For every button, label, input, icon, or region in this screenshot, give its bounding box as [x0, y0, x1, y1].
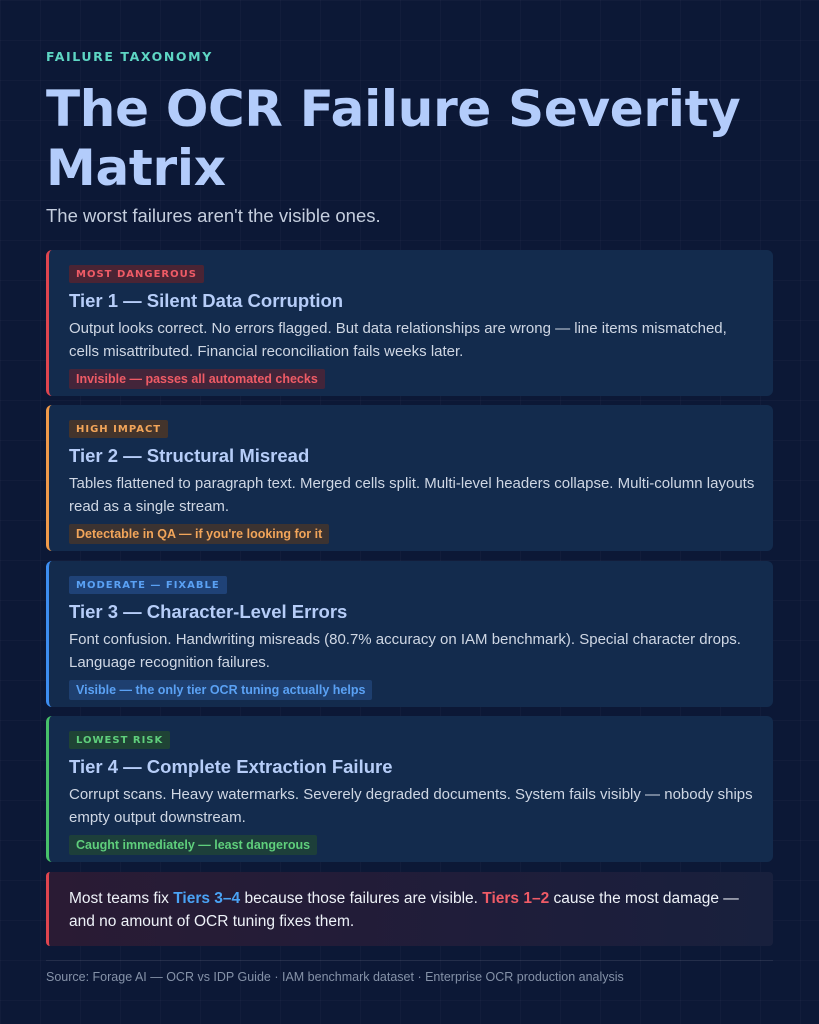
tier-title: Tier 1 — Silent Data Corruption: [69, 290, 344, 311]
tier-card-1: [46, 250, 773, 396]
callout-text: Most teams fix: [69, 890, 174, 907]
footer-divider: [46, 960, 773, 961]
tier-description: Tables flattened to paragraph text. Merged cells split. Multi-level headers collapse. Multi-column layouts read as a single stream.: [69, 475, 755, 515]
tier-card-4: [46, 716, 773, 862]
tier-title: Tier 2 — Structural Misread: [69, 445, 310, 466]
tier-title: Tier 3 — Character-Level Errors: [69, 601, 348, 622]
severity-badge: MODERATE — FIXABLE: [69, 576, 227, 594]
detectability-note: Invisible — passes all automated checks: [69, 369, 325, 389]
detectability-note: Detectable in QA — if you're looking for it: [69, 524, 329, 544]
callout-text: cause the most damage — and no amount of OCR tuning fixes them.: [69, 890, 739, 930]
tier-card-2: [46, 405, 773, 551]
tier-card-3: [46, 561, 773, 707]
summary-callout: [46, 872, 773, 946]
tier-title: Tier 4 — Complete Extraction Failure: [69, 756, 393, 777]
callout-text: because those failures are visible.: [240, 890, 483, 907]
tier-description: Font confusion. Handwriting misreads (80.7% accuracy on IAM benchmark). Special character drops. Language recognition failures.: [69, 631, 741, 671]
callout-highlight-damaging-tiers: Tiers 1–2: [482, 890, 550, 907]
page-title: The OCR Failure Severity Matrix: [46, 80, 741, 197]
source-citation: Source: Forage AI — OCR vs IDP Guide · IAM benchmark dataset · Enterprise OCR production analysis: [46, 970, 624, 984]
eyebrow-label: FAILURE TAXONOMY: [46, 49, 213, 64]
detectability-note: Visible — the only tier OCR tuning actually helps: [69, 680, 372, 700]
severity-badge: HIGH IMPACT: [69, 420, 168, 438]
tier-description: Corrupt scans. Heavy watermarks. Severely degraded documents. System fails visibly — nobody ships empty output downstream.: [69, 786, 753, 826]
tier-description: Output looks correct. No errors flagged. But data relationships are wrong — line items mismatched, cells misattributed. Financial reconciliation fails weeks later.: [69, 320, 727, 360]
callout-highlight-visible-tiers: Tiers 3–4: [173, 890, 241, 907]
severity-badge: MOST DANGEROUS: [69, 265, 204, 283]
detectability-note: Caught immediately — least dangerous: [69, 835, 317, 855]
severity-badge: LOWEST RISK: [69, 731, 170, 749]
page-subtitle: The worst failures aren't the visible ones.: [46, 205, 381, 226]
